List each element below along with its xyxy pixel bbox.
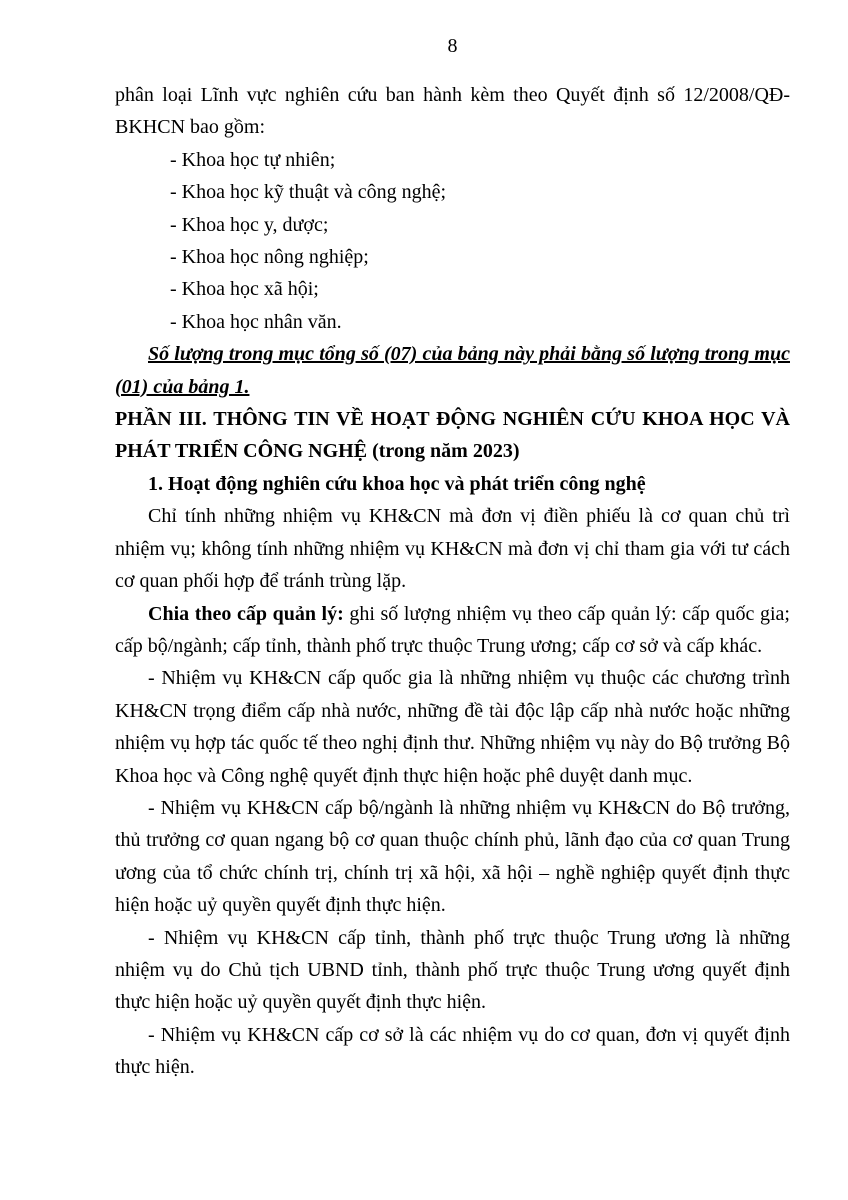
scope-paragraph: Chỉ tính những nhiệm vụ KH&CN mà đơn vị điền phiếu là cơ quan chủ trì nhiệm vụ; không tính những nhiệm vụ KH&CN mà đơn vị chỉ tham gia với tư cách cơ quan phối hợp để tránh trùng lặp. xyxy=(115,505,790,593)
note-paragraph xyxy=(115,338,790,403)
admin-level-rest: ghi số lượng nhiệm vụ theo cấp quản lý: cấp quốc gia; cấp bộ/ngành; cấp tỉnh, thành phố trực thuộc Trung ương; cấp cơ sở và cấp khác. xyxy=(115,602,790,657)
admin-level-paragraph xyxy=(115,598,790,663)
intro-paragraph: phân loại Lĩnh vực nghiên cứu ban hành kèm theo Quyết định số 12/2008/QĐ-BKHCN bao gồm: xyxy=(115,84,790,139)
bullet-province-level: - Nhiệm vụ KH&CN cấp tỉnh, thành phố trực thuộc Trung ương là những nhiệm vụ do Chủ tịch UBND tỉnh, thành phố trực thuộc Trung ương quyết định thực hiện hoặc uỷ quyền quyết định thực hiện. xyxy=(115,926,790,1014)
page-number: 8 xyxy=(447,35,458,57)
part-heading: PHẦN III. THÔNG TIN VỀ HOẠT ĐỘNG NGHIÊN CỨU KHOA HỌC VÀ PHÁT TRIỂN CÔNG NGHỆ (trong năm 2023) xyxy=(115,408,790,463)
note-text: Số lượng trong mục tổng số (07) của bảng này phải bằng số lượng trong mục (01) của bảng 1. xyxy=(115,343,790,398)
list-item-agriculture: - Khoa học nông nghiệp; xyxy=(170,246,369,269)
list-item-social-sciences: - Khoa học xã hội; xyxy=(170,278,319,301)
document-content xyxy=(115,79,790,1084)
list-item-natural-sciences: - Khoa học tự nhiên; xyxy=(170,148,336,171)
bullet-ministry-level: - Nhiệm vụ KH&CN cấp bộ/ngành là những nhiệm vụ KH&CN do Bộ trưởng, thủ trưởng cơ quan ngang bộ cơ quan thuộc chính phủ, lãnh đạo của cơ quan Trung ương của tổ chức chính trị, chính trị xã hội, xã hội – nghề nghiệp quyết định thực hiện hoặc uỷ quyền quyết định thực hiện. xyxy=(115,796,790,917)
list-item-humanities: - Khoa học nhân văn. xyxy=(170,310,342,333)
list-item-engineering-technology: - Khoa học kỹ thuật và công nghệ; xyxy=(170,181,447,204)
list-item-medical-pharmacy: - Khoa học y, dược; xyxy=(170,213,329,236)
section-heading: 1. Hoạt động nghiên cứu khoa học và phát triển công nghệ xyxy=(148,472,646,495)
admin-level-lead: Chia theo cấp quản lý: xyxy=(148,602,344,625)
bullet-base-level: - Nhiệm vụ KH&CN cấp cơ sở là các nhiệm vụ do cơ quan, đơn vị quyết định thực hiện. xyxy=(115,1023,790,1079)
science-fields-list xyxy=(115,144,790,338)
bullet-national-level: - Nhiệm vụ KH&CN cấp quốc gia là những nhiệm vụ thuộc các chương trình KH&CN trọng điểm cấp nhà nước, những đề tài độc lập cấp nhà nước hoặc những nhiệm vụ hợp tác quốc tế theo nghị định thư. Những nhiệm vụ này do Bộ trưởng Bộ Khoa học và Công nghệ quyết định thực hiện hoặc phê duyệt danh mục. xyxy=(115,667,790,787)
